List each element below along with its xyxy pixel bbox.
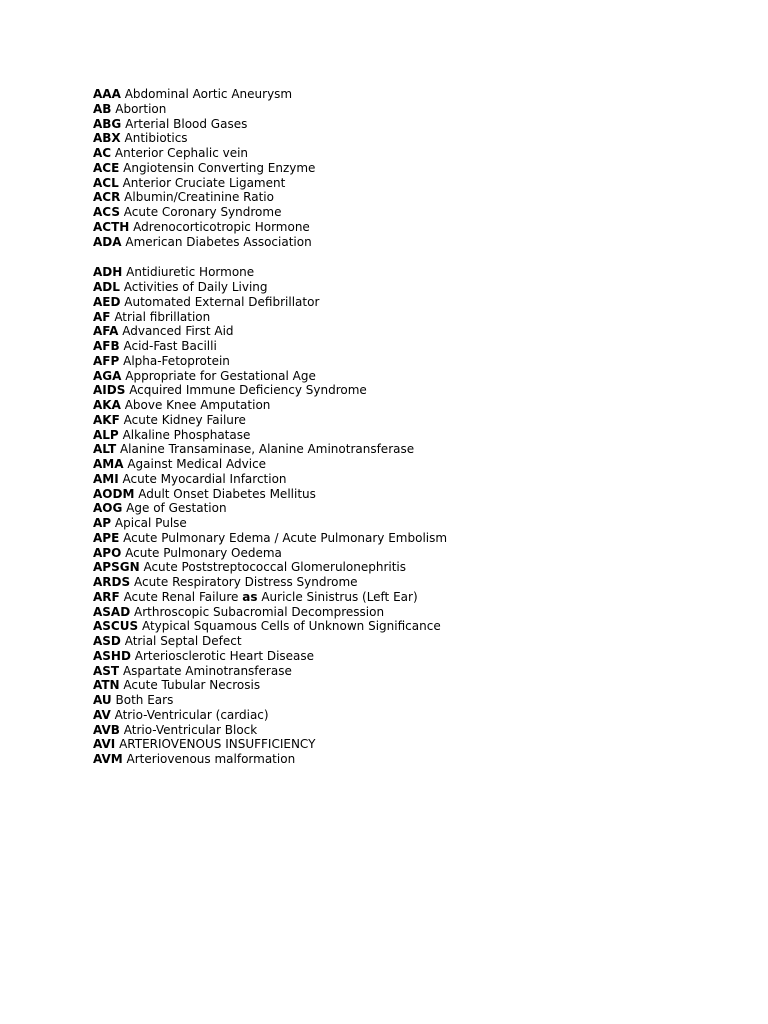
abbreviation-entry: [93, 87, 753, 102]
definition: Acute Coronary Syndrome: [123, 205, 282, 219]
abbreviation: ASD: [93, 634, 121, 648]
abbreviation: ADA: [93, 234, 122, 249]
abbreviation: AVB: [93, 722, 120, 737]
definition: Acquired Immune Deficiency Syndrome: [129, 383, 367, 398]
abbreviation-entry: [93, 693, 753, 708]
abbreviation: AOG: [93, 501, 123, 516]
definition: Atrial fibrillation: [114, 309, 211, 324]
abbreviation-entry: [93, 295, 753, 310]
abbreviation: ACE: [93, 160, 120, 175]
abbreviation-entry: [93, 398, 753, 413]
abbreviation: AFA: [93, 324, 119, 339]
definition: Adult Onset Diabetes Mellitus: [138, 486, 316, 501]
definition: Above Knee Amputation: [124, 398, 271, 412]
abbreviation-entry: [93, 605, 753, 620]
definition: American Diabetes Association: [125, 234, 312, 249]
abbreviation: ACTH: [93, 219, 130, 234]
definition: Atrio-Ventricular (cardiac): [114, 707, 269, 722]
definition: Alpha-Fetoprotein: [123, 353, 230, 368]
abbreviation-entry: [93, 590, 753, 605]
abbreviation-entry: [93, 117, 753, 132]
abbreviation: ALP: [93, 427, 119, 442]
definition: Both Ears: [115, 693, 174, 707]
definition: Atypical Squamous Cells of Unknown Significance: [141, 619, 441, 634]
abbreviation-entry: [93, 280, 753, 295]
abbreviation: AGA: [93, 368, 122, 383]
definition: Anterior Cephalic vein: [114, 146, 249, 160]
abbreviation-entry: [93, 205, 753, 220]
abbreviation-entry: [93, 723, 753, 738]
abbreviation: ATN: [93, 678, 120, 693]
abbreviation: ASAD: [93, 604, 131, 619]
abbreviation-entry: [93, 442, 753, 457]
abbreviation: ABX: [93, 131, 121, 146]
abbreviation-entry: [93, 649, 753, 664]
abbreviation-group-1: [93, 87, 753, 249]
definition: Antidiuretic Hormone: [126, 265, 255, 280]
abbreviation-entry: [93, 235, 753, 250]
abbreviation: ACR: [93, 190, 121, 205]
abbreviation-entry: [93, 176, 753, 191]
abbreviation: ACS: [93, 205, 120, 219]
definition: Age of Gestation: [126, 501, 227, 516]
abbreviation-entry: [93, 678, 753, 693]
abbreviation: APE: [93, 530, 120, 545]
abbreviation-entry: [93, 752, 753, 767]
definition: Anterior Cruciate Ligament: [122, 175, 286, 190]
definition: Apical Pulse: [114, 516, 187, 530]
definition: Arthroscopic Subacromial Decompression: [134, 604, 385, 619]
abbreviation-entry: [93, 619, 753, 634]
abbreviation-entry: [93, 102, 753, 117]
definition: Acute Kidney Failure: [123, 412, 246, 427]
abbreviation: AKF: [93, 412, 120, 427]
abbreviation-entry: [93, 575, 753, 590]
abbreviation-entry: [93, 546, 753, 561]
definition: Acute Respiratory Distress Syndrome: [133, 575, 358, 589]
definition: Acute Poststreptococcal Glomerulonephritis: [143, 560, 407, 575]
abbreviation-entry: [93, 664, 753, 679]
abbreviation: AODM: [93, 486, 135, 501]
definition: Atrial Septal Defect: [124, 634, 242, 648]
abbreviation-entry: [93, 146, 753, 161]
abbreviation-entry: [93, 369, 753, 384]
abbreviation-entry: [93, 310, 753, 325]
definition: Angiotensin Converting Enzyme: [123, 160, 316, 175]
abbreviation: AFB: [93, 339, 120, 353]
abbreviation-entry: [93, 708, 753, 723]
abbreviation: ASCUS: [93, 619, 139, 634]
abbreviation: AB: [93, 101, 112, 116]
abbreviation-entry: [93, 354, 753, 369]
abbreviation: AMA: [93, 457, 124, 471]
abbreviation-entry: [93, 324, 753, 339]
abbreviation: ARDS: [93, 575, 131, 589]
definition: Arteriosclerotic Heart Disease: [134, 648, 315, 663]
abbreviation: AP: [93, 516, 112, 530]
definition-alt: Auricle Sinistrus (Left Ear): [261, 589, 418, 604]
definition: Acute Pulmonary Oedema: [125, 545, 282, 560]
definition: Advanced First Aid: [122, 324, 234, 339]
abbreviation-entry: [93, 501, 753, 516]
definition: Against Medical Advice: [127, 457, 267, 471]
abbreviation-entry: [93, 560, 753, 575]
abbreviation-entry: [93, 634, 753, 649]
abbreviation: AU: [93, 693, 112, 707]
definition: ARTERIOVENOUS INSUFFICIENCY: [119, 737, 316, 752]
abbreviation: ARF: [93, 589, 120, 604]
definition: Atrio-Ventricular Block: [123, 722, 258, 737]
abbreviation-entry: [93, 383, 753, 398]
abbreviation: ACL: [93, 175, 119, 190]
definition: Abortion: [115, 101, 167, 116]
definition: Albumin/Creatinine Ratio: [124, 190, 274, 205]
abbreviation: AMI: [93, 471, 119, 486]
abbreviation-entry: [93, 428, 753, 443]
definition: Aspartate Aminotransferase: [122, 663, 292, 678]
abbreviation-entry: [93, 265, 753, 280]
definition: Acid-Fast Bacilli: [123, 339, 217, 353]
definition: Antibiotics: [124, 131, 188, 146]
abbreviation-entry: [93, 516, 753, 531]
definition: Alkaline Phosphatase: [122, 427, 251, 442]
abbreviation: AFP: [93, 353, 120, 368]
abbreviation: ADH: [93, 265, 123, 280]
separator-word: as: [242, 589, 258, 604]
abbreviation: AF: [93, 309, 111, 324]
abbreviation: ALT: [93, 442, 117, 457]
abbreviation-list: [93, 87, 753, 767]
abbreviation-entry: [93, 487, 753, 502]
definition: Acute Pulmonary Edema / Acute Pulmonary Embolism: [123, 530, 448, 545]
abbreviation: AST: [93, 663, 120, 678]
definition: Arterial Blood Gases: [125, 116, 248, 131]
definition: Acute Renal Failure: [123, 589, 239, 604]
abbreviation-entry: [93, 531, 753, 546]
abbreviation: AKA: [93, 398, 121, 412]
abbreviation-entry: [93, 457, 753, 472]
abbreviation-entry: [93, 220, 753, 235]
abbreviation-entry: [93, 339, 753, 354]
abbreviation: AC: [93, 146, 112, 160]
abbreviation: AED: [93, 294, 121, 309]
abbreviation-group-2: [93, 265, 753, 767]
abbreviation: AVM: [93, 752, 123, 766]
definition: Automated External Defibrillator: [124, 294, 320, 309]
abbreviation: AVI: [93, 737, 116, 752]
abbreviation: ADL: [93, 280, 120, 294]
definition: Acute Tubular Necrosis: [123, 678, 261, 693]
definition: Acute Myocardial Infarction: [122, 471, 287, 486]
definition: Arteriovenous malformation: [126, 752, 296, 766]
abbreviation: APSGN: [93, 560, 140, 575]
definition: Abdominal Aortic Aneurysm: [124, 87, 293, 101]
abbreviation-entry: [93, 737, 753, 752]
abbreviation: AV: [93, 707, 111, 722]
abbreviation: ASHD: [93, 648, 131, 663]
abbreviation-entry: [93, 413, 753, 428]
abbreviation-entry: [93, 190, 753, 205]
abbreviation: AIDS: [93, 383, 126, 398]
definition: Appropriate for Gestational Age: [125, 368, 316, 383]
abbreviation: APO: [93, 545, 122, 560]
abbreviation-entry: [93, 131, 753, 146]
definition: Adrenocorticotropic Hormone: [133, 219, 310, 234]
abbreviation: ABG: [93, 116, 122, 131]
definition: Alanine Transaminase, Alanine Aminotransferase: [119, 442, 415, 457]
abbreviation-entry: [93, 161, 753, 176]
definition: Activities of Daily Living: [123, 280, 268, 294]
abbreviation-entry: [93, 472, 753, 487]
abbreviation: AAA: [93, 87, 121, 101]
